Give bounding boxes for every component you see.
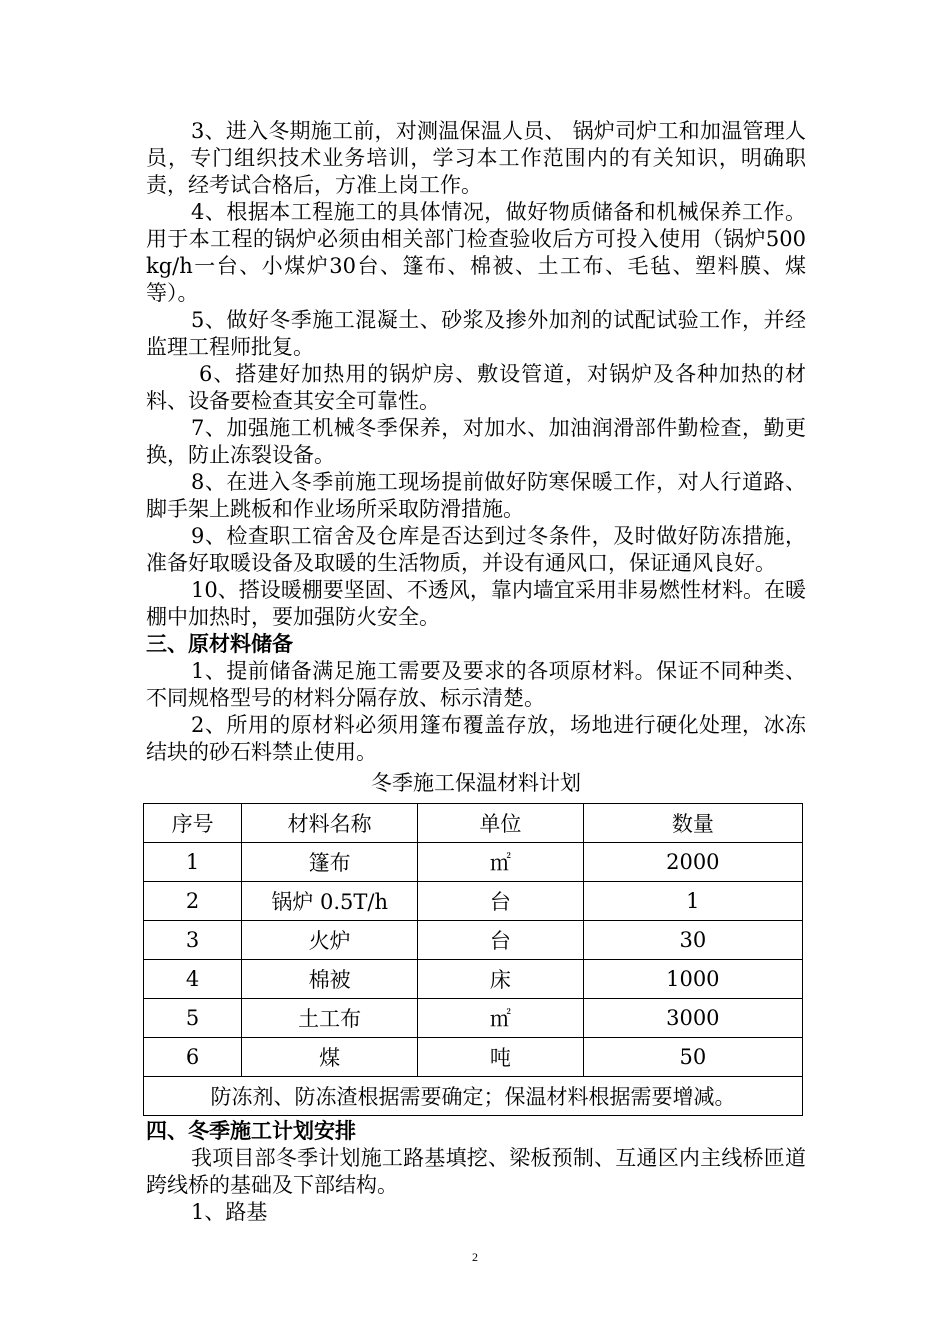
table-header-cell: 材料名称	[242, 804, 418, 843]
table-cell: 1	[583, 882, 802, 921]
section-heading-schedule: 四、冬季施工计划安排	[146, 1119, 356, 1143]
paragraph-item-6: 6、搭建好加热用的锅炉房、敷设管道，对锅炉及各种加热的材料、设备要检查其安全可靠性。	[146, 362, 806, 413]
paragraph-item-3: 3、进入冬期施工前，对测温保温人员、 锅炉司炉工和加温管理人员，专门组织技术业务培训，学习本工作范围内的有关知识，明确职责，经考试合格后，方准上岗工作。	[146, 119, 806, 197]
table-title: 冬季施工保温材料计划	[371, 771, 581, 795]
table-cell: ㎡	[418, 999, 584, 1038]
page-number: 2	[472, 1250, 478, 1264]
table-cell: 2000	[583, 843, 802, 882]
table-cell: 3000	[583, 999, 802, 1038]
table-cell: ㎡	[418, 843, 584, 882]
table-cell: 3	[144, 921, 242, 960]
table-header-cell: 单位	[418, 804, 584, 843]
table-cell: 1	[144, 843, 242, 882]
table-cell: 4	[144, 960, 242, 999]
table-row	[144, 1038, 803, 1077]
table-row	[144, 882, 803, 921]
table-row	[144, 843, 803, 882]
section-heading-materials: 三、原材料储备	[146, 632, 293, 656]
document-page	[146, 118, 806, 1226]
table-cell: 棉被	[242, 960, 418, 999]
table-header-cell: 数量	[583, 804, 802, 843]
table-cell: 5	[144, 999, 242, 1038]
table-cell: 火炉	[242, 921, 418, 960]
table-cell: 1000	[583, 960, 802, 999]
materials-paragraph-2: 2、所用的原材料必须用篷布覆盖存放，场地进行硬化处理，冰冻结块的砂石料禁止使用。	[146, 713, 806, 764]
table-cell: 吨	[418, 1038, 584, 1077]
schedule-paragraph-2: 1、路基	[191, 1200, 268, 1224]
table-cell: 50	[583, 1038, 802, 1077]
table-cell: 2	[144, 882, 242, 921]
table-cell: 台	[418, 921, 584, 960]
table-note: 防冻剂、防冻渣根据需要确定；保温材料根据需要增减。	[144, 1077, 803, 1116]
table-row	[144, 999, 803, 1038]
table-cell: 煤	[242, 1038, 418, 1077]
table-row	[144, 960, 803, 999]
table-header-cell: 序号	[144, 804, 242, 843]
paragraph-item-8: 8、在进入冬季前施工现场提前做好防寒保暖工作，对人行道路、脚手架上跳板和作业场所采取防滑措施。	[146, 470, 806, 521]
table-cell: 锅炉 0.5T/h	[242, 882, 418, 921]
table-cell: 台	[418, 882, 584, 921]
table-row	[144, 921, 803, 960]
table-cell: 6	[144, 1038, 242, 1077]
paragraph-item-9: 9、检查职工宿舍及仓库是否达到过冬条件，及时做好防冻措施，准备好取暖设备及取暖的生活物质，并设有通风口，保证通风良好。	[146, 524, 806, 575]
paragraph-item-7: 7、加强施工机械冬季保养，对加水、加油润滑部件勤检查，勤更换，防止冻裂设备。	[146, 416, 806, 467]
table-header-row	[144, 804, 803, 843]
table-cell: 篷布	[242, 843, 418, 882]
paragraph-item-5: 5、做好冬季施工混凝土、砂浆及掺外加剂的试配试验工作，并经监理工程师批复。	[146, 308, 806, 359]
schedule-paragraph-1: 我项目部冬季计划施工路基填挖、梁板预制、互通区内主线桥匝道跨线桥的基础及下部结构。	[146, 1146, 806, 1197]
materials-paragraph-1: 1、提前储备满足施工需要及要求的各项原材料。保证不同种类、不同规格型号的材料分隔存放、标示清楚。	[146, 659, 806, 710]
materials-table	[143, 803, 803, 1116]
table-cell: 床	[418, 960, 584, 999]
table-cell: 30	[583, 921, 802, 960]
table-note-row	[144, 1077, 803, 1116]
table-cell: 土工布	[242, 999, 418, 1038]
paragraph-item-4: 4、根据本工程施工的具体情况，做好物质储备和机械保养工作。用于本工程的锅炉必须由相关部门检查验收后方可投入使用（锅炉500kg/h一台、小煤炉30台、篷布、棉被、土工布、毛毡、塑料膜、煤等）。	[146, 200, 806, 305]
paragraph-item-10: 10、搭设暖棚要坚固、不透风，靠内墙宜采用非易燃性材料。在暖棚中加热时，要加强防火安全。	[146, 578, 806, 629]
